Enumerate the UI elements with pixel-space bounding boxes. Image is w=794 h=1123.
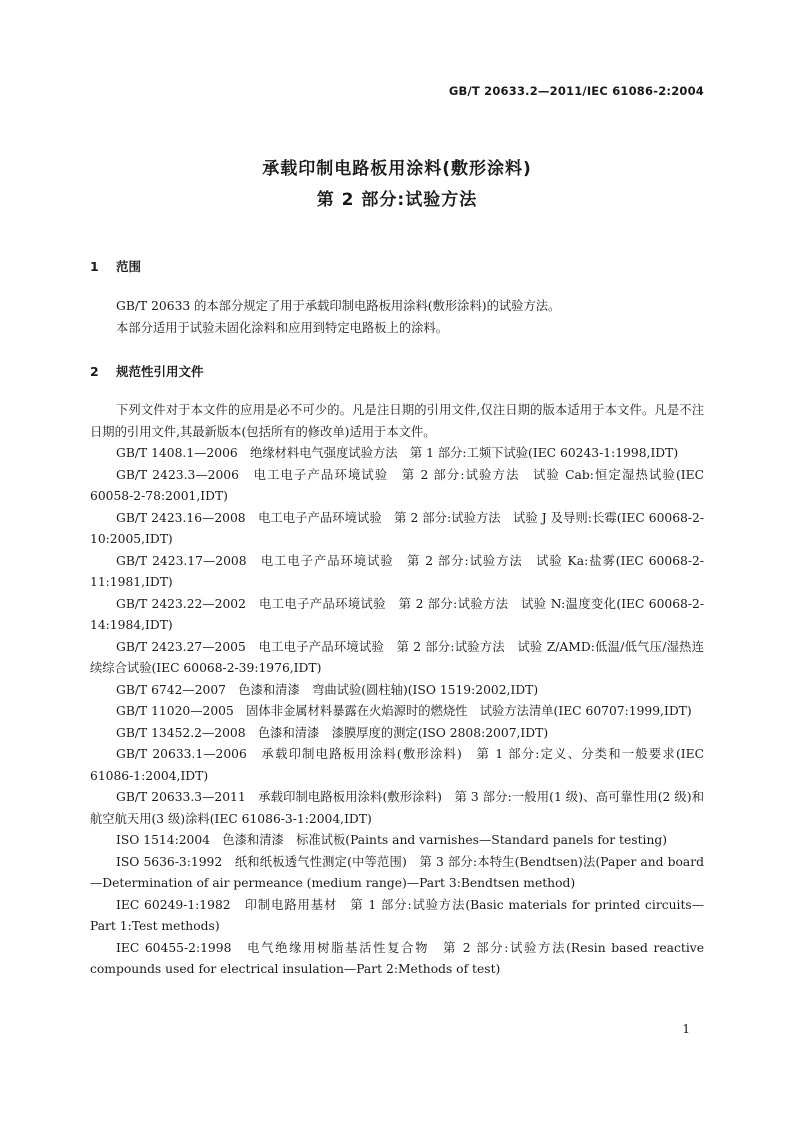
reference-item: GB/T 11020—2005 固体非金属材料暴露在火焰源时的燃烧性 试验方法清单(IEC 60707:1999,IDT) xyxy=(116,704,692,718)
document-subtitle: 第 2 部分:试验方法 xyxy=(316,190,478,210)
scope-paragraph: GB/T 20633 的本部分规定了用于承载印制电路板用涂料(敷形涂料)的试验方法。 xyxy=(116,299,561,313)
section-title: 规范性引用文件 xyxy=(116,364,204,379)
standard-code-header: GB/T 20633.2—2011/IEC 61086-2:2004 xyxy=(448,84,704,98)
reference-item: GB/T 6742—2007 色漆和清漆 弯曲试验(圆柱轴)(ISO 1519:2002,IDT) xyxy=(116,682,539,697)
reference-item: GB/T 13452.2—2008 色漆和清漆 漆膜厚度的测定(ISO 2808:2007,IDT) xyxy=(116,725,549,740)
reference-item: GB/T 20633.1—2006 承载印制电路板用涂料(敷形涂料) 第 1 部分:定义、分类和一般要求(IEC 61086-1:2004,IDT) xyxy=(90,747,704,783)
section-title: 范围 xyxy=(116,259,142,274)
reference-item: GB/T 20633.3—2011 承载印制电路板用涂料(敷形涂料) 第 3 部分:一般用(1 级)、高可靠性用(2 级)和航空航天用(3 级)涂料(IEC 61086-3-1:2004,IDT) xyxy=(90,790,704,826)
section-heading-normative-references xyxy=(90,362,204,380)
reference-item: GB/T 2423.27—2005 电工电子产品环境试验 第 2 部分:试验方法 试验 Z/AMD:低温/低气压/湿热连续综合试验(IEC 60068-2-39:1976,IDT) xyxy=(90,639,704,675)
reference-item: ISO 1514:2004 色漆和清漆 标准试板(Paints and varnishes—Standard panels for testing) xyxy=(116,833,668,847)
reference-item: IEC 60249-1:1982 印制电路用基材 第 1 部分:试验方法(Basic materials for printed circuits—Part 1:Test methods) xyxy=(90,897,704,933)
reference-item: GB/T 2423.16—2008 电工电子产品环境试验 第 2 部分:试验方法 试验 J 及导则:长霉(IEC 60068-2-10:2005,IDT) xyxy=(90,510,704,546)
section-heading-scope xyxy=(90,257,141,275)
reference-item: GB/T 1408.1—2006 绝缘材料电气强度试验方法 第 1 部分:工频下试验(IEC 60243-1:1998,IDT) xyxy=(116,446,679,460)
reference-item: GB/T 2423.17—2008 电工电子产品环境试验 第 2 部分:试验方法 试验 Ka:盐雾(IEC 60068-2-11:1981,IDT) xyxy=(90,553,704,589)
document-title: 承载印制电路板用涂料(敷形涂料) xyxy=(262,159,532,179)
section-number: 2 xyxy=(90,364,99,379)
reference-item: GB/T 2423.22—2002 电工电子产品环境试验 第 2 部分:试验方法 试验 N:温度变化(IEC 60068-2-14:1984,IDT) xyxy=(90,596,704,632)
references-intro: 下列文件对于本文件的应用是必不可少的。凡是注日期的引用文件,仅注日期的版本适用于本文件。凡是不注日期的引用文件,其最新版本(包括所有的修改单)适用于本文件。 xyxy=(90,403,704,439)
page-number: 1 xyxy=(682,1022,690,1036)
scope-section-body xyxy=(90,296,704,339)
normative-references-body xyxy=(90,400,704,981)
reference-item: GB/T 2423.3—2006 电工电子产品环境试验 第 2 部分:试验方法 试验 Cab:恒定湿热试验(IEC 60058-2-78:2001,IDT) xyxy=(90,467,704,503)
scope-paragraph: 本部分适用于试验未固化涂料和应用到特定电路板上的涂料。 xyxy=(116,320,449,335)
section-number: 1 xyxy=(90,259,99,274)
reference-item: ISO 5636-3:1992 纸和纸板透气性测定(中等范围) 第 3 部分:本特生(Bendtsen)法(Paper and board—Determination of air permeance (medium range)—Part 3:Bendtsen method) xyxy=(90,854,704,890)
reference-item: IEC 60455-2:1998 电气绝缘用树脂基活性复合物 第 2 部分:试验方法(Resin based reactive compounds used for electrical insulation—Part 2:Methods of test) xyxy=(90,940,704,976)
